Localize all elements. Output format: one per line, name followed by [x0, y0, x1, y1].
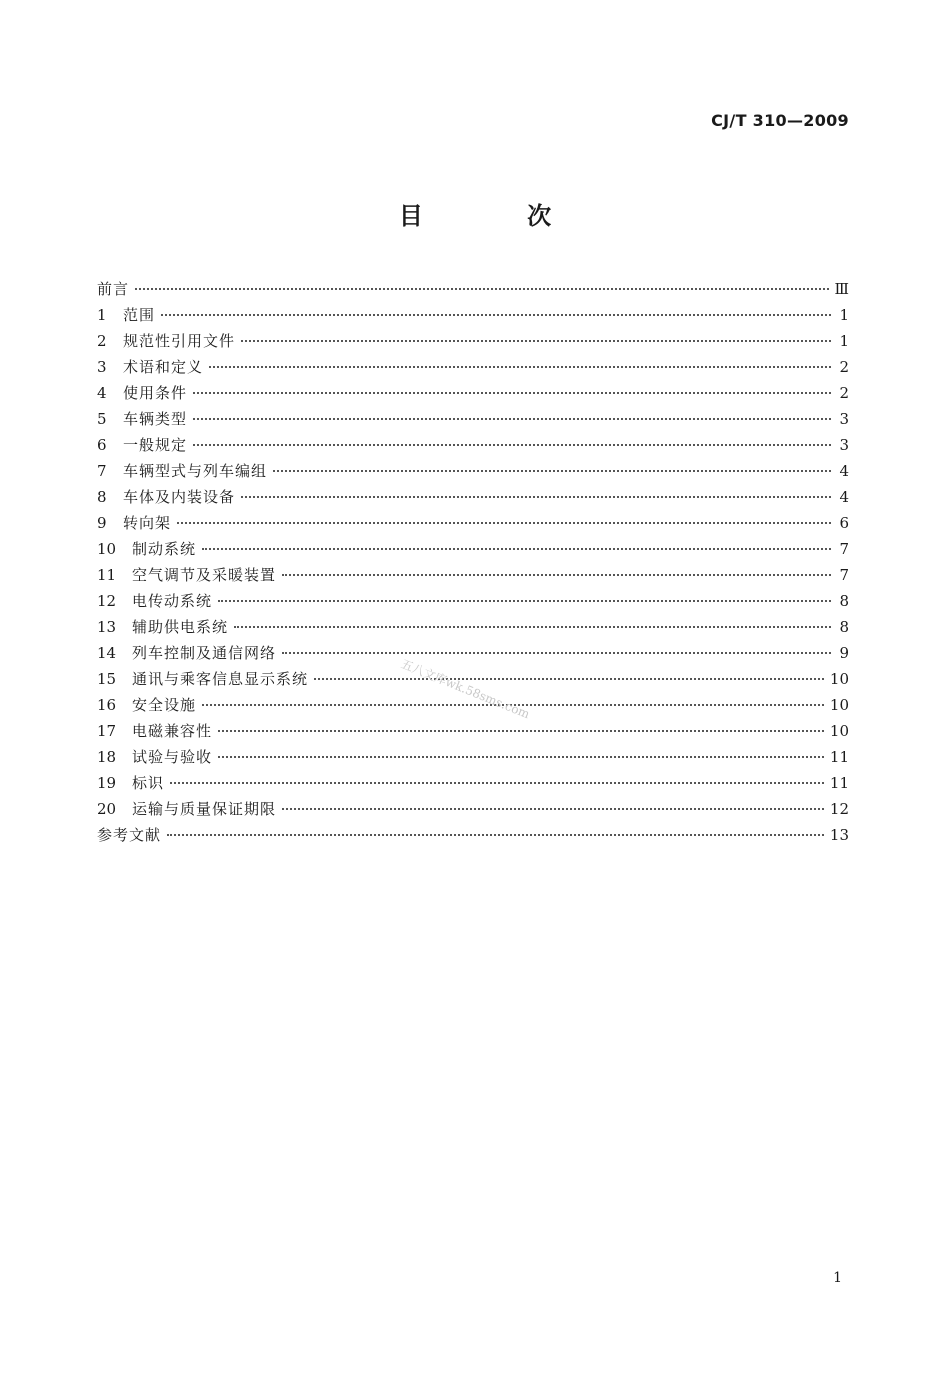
- toc-entry-page: 8: [839, 592, 849, 610]
- toc-entry-number: 12: [97, 592, 117, 610]
- toc-leader-dots: [193, 392, 831, 394]
- toc-entry-number: 19: [97, 774, 117, 792]
- toc-entry-page: 10: [829, 696, 849, 714]
- toc-leader-dots: [177, 522, 831, 524]
- toc-entry-number: 8: [97, 488, 107, 506]
- toc-entry-number: 6: [97, 436, 107, 454]
- toc-entry-label: 通讯与乘客信息显示系统: [132, 670, 309, 688]
- toc-entry[interactable]: [97, 276, 849, 302]
- toc-entry-number: 1: [97, 306, 107, 324]
- toc-entry-page: 13: [829, 826, 849, 844]
- toc-entry-label: 一般规定: [123, 436, 188, 454]
- toc-leader-dots: [218, 600, 831, 602]
- toc-leader-dots: [234, 626, 831, 628]
- toc-entry-page: 10: [829, 670, 849, 688]
- toc-entry[interactable]: [97, 796, 849, 822]
- toc-entry-page: 1: [839, 332, 849, 350]
- toc-entry-label: 电磁兼容性: [132, 722, 213, 740]
- toc-entry-page: 2: [839, 358, 849, 376]
- toc-leader-dots: [135, 288, 829, 290]
- toc-entry-label: 列车控制及通信网络: [132, 644, 277, 662]
- toc-entry[interactable]: [97, 510, 849, 536]
- toc-entry-page: 1: [839, 306, 849, 324]
- toc-entry-number: 17: [97, 722, 117, 740]
- toc-entry[interactable]: [97, 328, 849, 354]
- watermark: 五八文库wk.58sms.com: [399, 656, 532, 722]
- toc-entry-page: 9: [839, 644, 849, 662]
- toc-entry[interactable]: [97, 536, 849, 562]
- toc-entry-label: 术语和定义: [123, 358, 204, 376]
- toc-entry-page: 4: [839, 462, 849, 480]
- toc-leader-dots: [161, 314, 831, 316]
- toc-entry-number: 2: [97, 332, 107, 350]
- toc-entry-number: 13: [97, 618, 117, 636]
- toc-entry[interactable]: [97, 770, 849, 796]
- toc-entry[interactable]: [97, 484, 849, 510]
- toc-leader-dots: [167, 834, 824, 836]
- toc-entry-number: 11: [97, 566, 117, 584]
- toc-entry-page: 3: [839, 436, 849, 454]
- toc-entry-label: 标识: [132, 774, 165, 792]
- standard-code: CJ/T 310—2009: [711, 111, 849, 130]
- toc-entry[interactable]: [97, 822, 849, 848]
- toc-entry[interactable]: [97, 588, 849, 614]
- toc-leader-dots: [209, 366, 831, 368]
- toc-entry-number: 5: [97, 410, 107, 428]
- toc-entry-label: 安全设施: [132, 696, 197, 714]
- toc-entry[interactable]: [97, 302, 849, 328]
- toc-leader-dots: [170, 782, 824, 784]
- toc-entry-number: 3: [97, 358, 107, 376]
- toc-entry-page: 7: [839, 566, 849, 584]
- toc-entry-number: 9: [97, 514, 107, 532]
- toc-entry-page: Ⅲ: [834, 280, 849, 298]
- toc-entry[interactable]: [97, 614, 849, 640]
- toc-entry-number: 18: [97, 748, 117, 766]
- toc-entry-page: 11: [829, 774, 849, 792]
- toc-entry-label: 参考文献: [97, 826, 162, 844]
- toc-entry-page: 8: [839, 618, 849, 636]
- page-number: 1: [833, 1270, 842, 1286]
- toc-entry-label: 空气调节及采暖装置: [132, 566, 277, 584]
- toc-entry[interactable]: [97, 406, 849, 432]
- toc-entry-label: 车体及内装设备: [123, 488, 236, 506]
- toc-entry[interactable]: [97, 744, 849, 770]
- toc-entry-label: 运输与质量保证期限: [132, 800, 277, 818]
- toc-entry-label: 规范性引用文件: [123, 332, 236, 350]
- toc-leader-dots: [218, 730, 824, 732]
- toc-leader-dots: [241, 340, 831, 342]
- toc-title: 目 次: [398, 201, 600, 230]
- toc-entry-number: 14: [97, 644, 117, 662]
- toc-leader-dots: [218, 756, 824, 758]
- toc-entry-number: 15: [97, 670, 117, 688]
- toc-entry-page: 3: [839, 410, 849, 428]
- toc-entry-label: 车辆型式与列车编组: [123, 462, 268, 480]
- toc-entry[interactable]: [97, 562, 849, 588]
- toc-entry-label: 制动系统: [132, 540, 197, 558]
- toc-entry-number: 16: [97, 696, 117, 714]
- toc-entry-page: 4: [839, 488, 849, 506]
- toc-leader-dots: [193, 418, 831, 420]
- toc-entry-label: 电传动系统: [132, 592, 213, 610]
- toc-entry-page: 2: [839, 384, 849, 402]
- toc-entry-page: 10: [829, 722, 849, 740]
- toc-entry-label: 使用条件: [123, 384, 188, 402]
- toc-leader-dots: [282, 808, 824, 810]
- toc-entry[interactable]: [97, 354, 849, 380]
- toc-entry[interactable]: [97, 380, 849, 406]
- toc-entry[interactable]: [97, 432, 849, 458]
- toc-entry-label: 试验与验收: [132, 748, 213, 766]
- toc-entry-page: 7: [839, 540, 849, 558]
- toc-entry-number: 10: [97, 540, 117, 558]
- toc-leader-dots: [314, 678, 824, 680]
- toc-leader-dots: [202, 548, 831, 550]
- toc-entry-number: 20: [97, 800, 117, 818]
- toc-entry-label: 车辆类型: [123, 410, 188, 428]
- toc-leader-dots: [241, 496, 831, 498]
- toc-leader-dots: [282, 574, 831, 576]
- toc-entry-page: 11: [829, 748, 849, 766]
- toc-entry-label: 范围: [123, 306, 156, 324]
- toc-entry[interactable]: [97, 640, 849, 666]
- toc-entry-number: 7: [97, 462, 107, 480]
- toc-entry-page: 12: [829, 800, 849, 818]
- toc-entry-number: 4: [97, 384, 107, 402]
- toc-leader-dots: [273, 470, 831, 472]
- toc-leader-dots: [282, 652, 831, 654]
- toc-entry[interactable]: [97, 718, 849, 744]
- toc-entry-label: 转向架: [123, 514, 172, 532]
- toc-entry-label: 前言: [97, 280, 130, 298]
- toc-list: [97, 276, 849, 848]
- toc-entry-label: 辅助供电系统: [132, 618, 229, 636]
- toc-entry[interactable]: [97, 458, 849, 484]
- toc-leader-dots: [193, 444, 831, 446]
- toc-entry-page: 6: [839, 514, 849, 532]
